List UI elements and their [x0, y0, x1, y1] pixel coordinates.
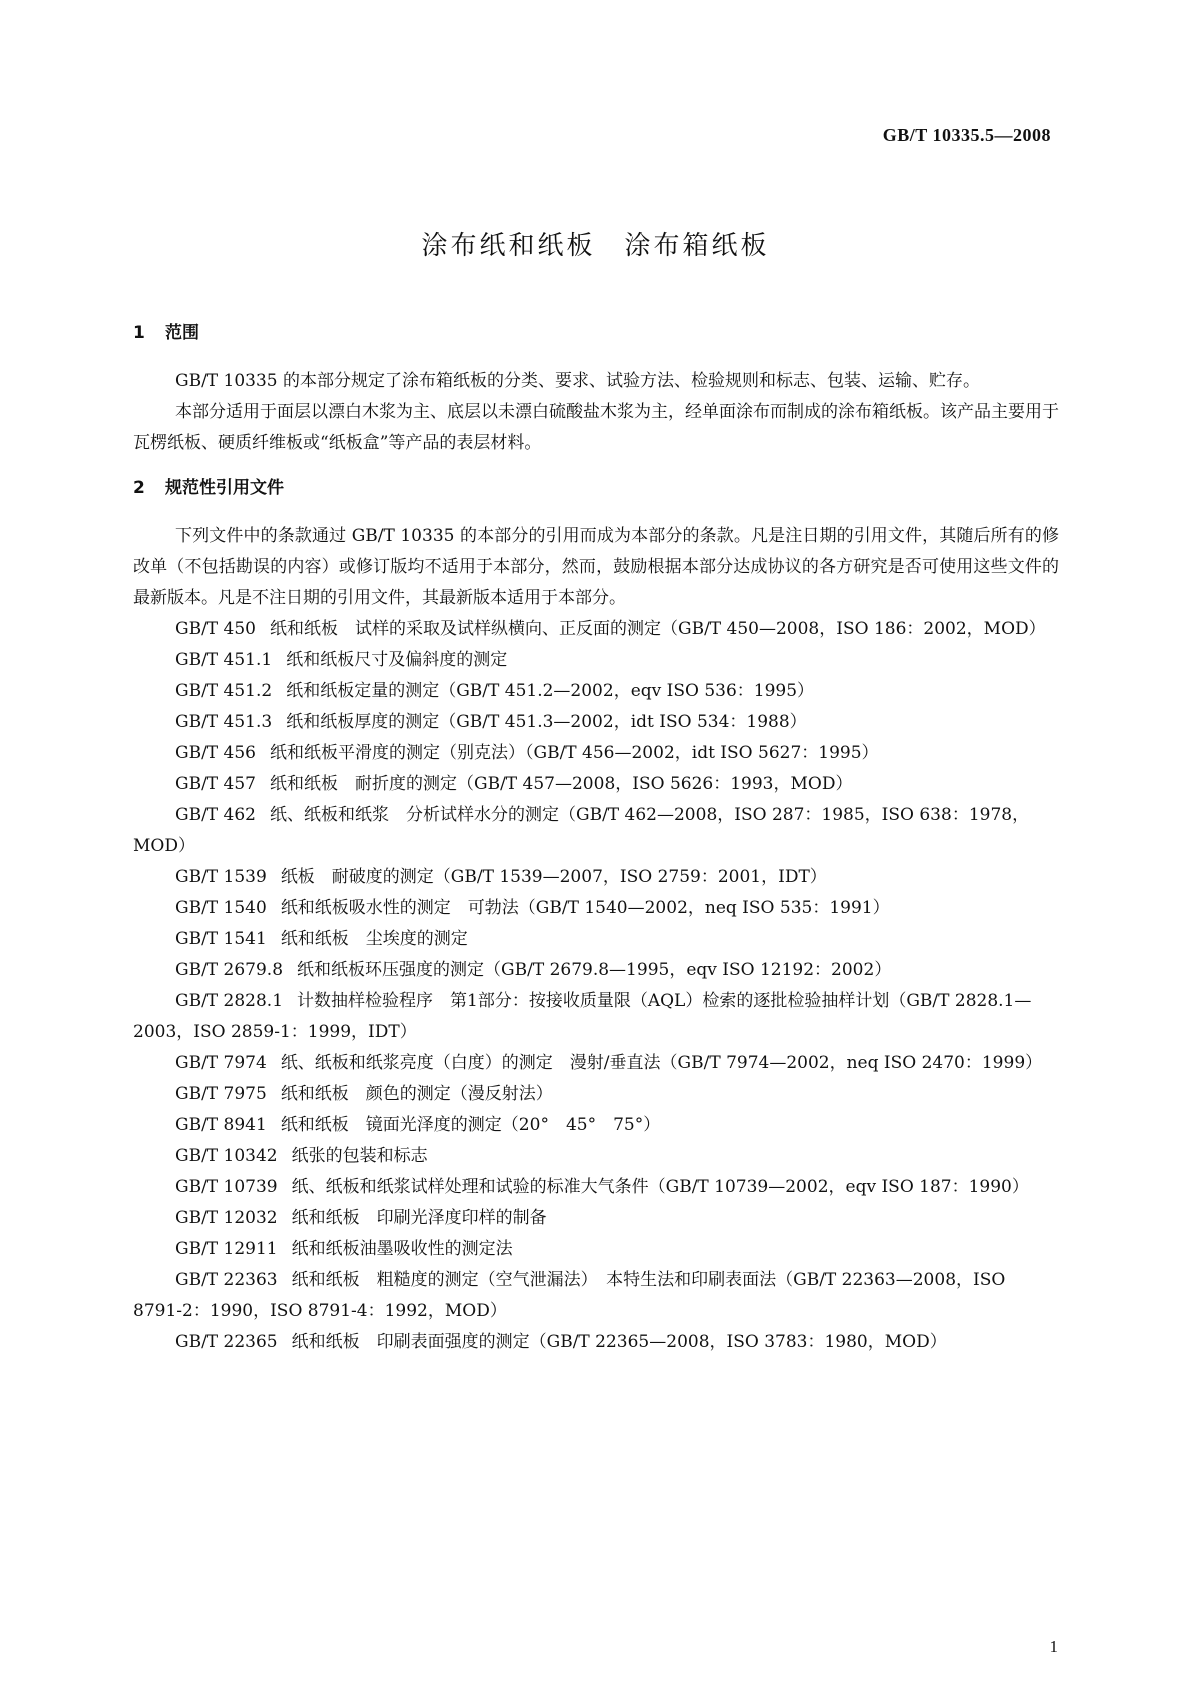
reference-title: 纸和纸板吸水性的测定 可勃法（GB/T 1540—2002，neq ISO 535：1991） — [280, 898, 890, 918]
reference-title: 纸和纸板厚度的测定（GB/T 451.3—2002，idt ISO 534：1988） — [286, 712, 807, 732]
reference-code: GB/T 456 — [175, 743, 256, 763]
reference-title: 纸、纸板和纸浆亮度（白度）的测定 漫射/垂直法（GB/T 7974—2002，neq ISO 2470：1999） — [280, 1053, 1043, 1073]
reference-item — [133, 800, 1059, 862]
reference-code: GB/T 7974 — [175, 1053, 267, 1073]
reference-code: GB/T 12032 — [175, 1208, 278, 1228]
reference-item — [133, 1141, 1059, 1172]
reference-item — [133, 676, 1059, 707]
reference-item — [133, 707, 1059, 738]
reference-title: 纸和纸板 颜色的测定（漫反射法） — [280, 1084, 553, 1104]
section-title: 规范性引用文件 — [165, 478, 284, 498]
reference-code: GB/T 451.1 — [175, 650, 273, 670]
section-heading-normative-references — [133, 477, 1059, 499]
reference-item — [133, 1172, 1059, 1203]
reference-title: 纸、纸板和纸浆试样处理和试验的标准大气条件（GB/T 10739—2002，eqv ISO 187：1990） — [291, 1177, 1029, 1197]
reference-item — [133, 1048, 1059, 1079]
reference-title: 纸和纸板尺寸及偏斜度的测定 — [286, 650, 508, 670]
reference-title: 纸和纸板 试样的采取及试样纵横向、正反面的测定（GB/T 450—2008，ISO 186：2002，MOD） — [270, 619, 1046, 639]
reference-title: 纸、纸板和纸浆 分析试样水分的测定（GB/T 462—2008，ISO 287：1985，ISO 638：1978，MOD） — [133, 805, 1030, 856]
paragraph: 本部分适用于面层以漂白木浆为主、底层以未漂白硫酸盐木浆为主，经单面涂布而制成的涂布箱纸板。该产品主要用于瓦楞纸板、硬质纤维板或“纸板盒”等产品的表层材料。 — [133, 402, 1059, 453]
reference-title: 纸和纸板环压强度的测定（GB/T 2679.8—1995，eqv ISO 12192：2002） — [297, 960, 892, 980]
reference-item — [133, 1203, 1059, 1234]
reference-title: 纸和纸板 耐折度的测定（GB/T 457—2008，ISO 5626：1993，MOD） — [270, 774, 853, 794]
reference-title: 纸和纸板 粗糙度的测定（空气泄漏法） 本特生法和印刷表面法（GB/T 22363—2008，ISO 8791-2：1990，ISO 8791-4：1992，MOD） — [133, 1270, 1006, 1321]
reference-title: 纸和纸板定量的测定（GB/T 451.2—2002，eqv ISO 536：1995） — [286, 681, 815, 701]
reference-title: 纸张的包装和标志 — [291, 1146, 428, 1166]
reference-title: 纸和纸板 印刷光泽度印样的制备 — [291, 1208, 547, 1228]
document-title: 涂布纸和纸板 涂布箱纸板 — [421, 231, 770, 261]
reference-title: 纸和纸板 印刷表面强度的测定（GB/T 22365—2008，ISO 3783：1980，MOD） — [291, 1332, 947, 1352]
reference-title: 纸板 耐破度的测定（GB/T 1539—2007，ISO 2759：2001，IDT） — [280, 867, 827, 887]
page-number: 1 — [1049, 1637, 1058, 1656]
section-number: 1 — [133, 323, 145, 343]
reference-code: GB/T 12911 — [175, 1239, 278, 1259]
paragraph: GB/T 10335 的本部分规定了涂布箱纸板的分类、要求、试验方法、检验规则和标志、包装、运输、贮存。 — [175, 371, 981, 391]
reference-code: GB/T 10739 — [175, 1177, 278, 1197]
reference-code: GB/T 462 — [175, 805, 256, 825]
reference-item — [133, 986, 1059, 1048]
reference-code: GB/T 22365 — [175, 1332, 278, 1352]
document-body — [133, 322, 1059, 1358]
reference-title: 纸和纸板 镜面光泽度的测定（20° 45° 75°） — [280, 1115, 661, 1135]
reference-code: GB/T 7975 — [175, 1084, 267, 1104]
reference-item — [133, 862, 1059, 893]
reference-code: GB/T 450 — [175, 619, 256, 639]
reference-item — [133, 893, 1059, 924]
section-title: 范围 — [165, 323, 199, 343]
reference-list — [133, 614, 1059, 1358]
reference-code: GB/T 1540 — [175, 898, 267, 918]
reference-code: GB/T 1539 — [175, 867, 267, 887]
paragraph: 下列文件中的条款通过 GB/T 10335 的本部分的引用而成为本部分的条款。凡是注日期的引用文件，其随后所有的修改单（不包括勘误的内容）或修订版均不适用于本部分，然而，鼓励根据本部分达成协议的各方研究是否可使用这些文件的最新版本。凡是不注日期的引用文件，其最新版本适用于本部分。 — [133, 526, 1059, 608]
reference-item — [133, 645, 1059, 676]
reference-code: GB/T 451.3 — [175, 712, 273, 732]
reference-code: GB/T 1541 — [175, 929, 267, 949]
reference-code: GB/T 451.2 — [175, 681, 273, 701]
reference-title: 纸和纸板平滑度的测定（别克法）（GB/T 456—2002，idt ISO 5627：1995） — [270, 743, 879, 763]
reference-title: 计数抽样检验程序 第1部分：按接收质量限（AQL）检索的逐批检验抽样计划（GB/T 2828.1—2003，ISO 2859-1：1999，IDT） — [133, 991, 1032, 1042]
reference-code: GB/T 10342 — [175, 1146, 278, 1166]
reference-code: GB/T 2679.8 — [175, 960, 284, 980]
reference-code: GB/T 457 — [175, 774, 256, 794]
reference-code: GB/T 8941 — [175, 1115, 267, 1135]
reference-item — [133, 955, 1059, 986]
reference-title: 纸和纸板油墨吸收性的测定法 — [291, 1239, 513, 1259]
reference-item — [133, 1234, 1059, 1265]
reference-item — [133, 738, 1059, 769]
reference-title: 纸和纸板 尘埃度的测定 — [280, 929, 468, 949]
reference-item — [133, 769, 1059, 800]
reference-item — [133, 924, 1059, 955]
standard-code: GB/T 10335.5—2008 — [882, 125, 1051, 145]
reference-code: GB/T 2828.1 — [175, 991, 284, 1011]
reference-code: GB/T 22363 — [175, 1270, 278, 1290]
reference-item — [133, 1265, 1059, 1327]
section-number: 2 — [133, 478, 145, 498]
reference-item — [133, 1327, 1059, 1358]
section-heading-scope — [133, 322, 1059, 344]
reference-item — [133, 1079, 1059, 1110]
reference-item — [133, 614, 1059, 645]
reference-item — [133, 1110, 1059, 1141]
